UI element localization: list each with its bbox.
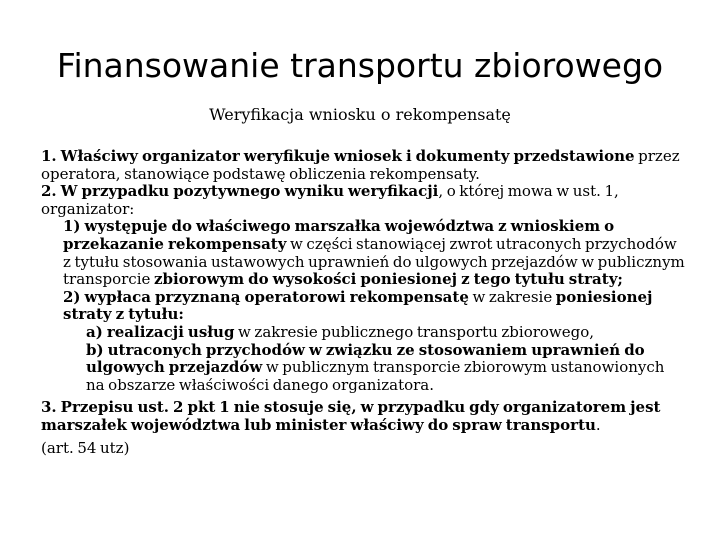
citation: (art. 54 utz) [41,438,130,457]
point-2-2-bold-end: poniesionej straty z tytułu: [63,287,653,324]
paragraph-1-bold: 1. Właściwy organizator weryfikuje wniosek i dokumenty przedstawione [41,147,635,165]
point-2-2-a [41,324,686,342]
paragraph-3-text: . [595,415,601,434]
point-2-2-bold: 2) wypłaca przyznaną operatorowi rekompensatę [63,287,469,306]
paragraph-1 [41,148,686,183]
slide-title: Finansowanie transportu zbiorowego [56,46,664,85]
paragraph-3 [41,399,686,434]
point-2-2-b-bold: b) utraconych przychodów w związku ze stosowaniem uprawnień do ulgowych przejazdów [86,340,645,377]
point-2-1 [41,218,686,288]
point-2-2-b-text: w publicznym transporcie zbiorowym ustanowionych na obszarze właściwości danego organizatora. [86,358,665,394]
point-2-2-a-bold: a) realizacji usług [86,322,235,341]
point-2-1-bold-end: zbiorowym do wysokości poniesionej z tego tytułu straty; [153,270,623,289]
point-2-2-b [41,342,686,395]
paragraph-1-text: przez operatora, stanowiące podstawę obliczenia rekompensaty. [41,147,680,183]
point-2-1-bold: 1) występuje do właściwego marszałka województwa z wnioskiem o przekazanie rekompensaty [63,217,615,253]
point-2-1-text: w części stanowiącej zwrot utraconych przychodów z tytułu stosowania ustawowych uprawnień do ulgowych przejazdów w publicznym transporcie [63,234,685,289]
paragraph-2-bold: 2. W przypadku pozytywnego wyniku weryfikacji [41,182,439,201]
point-2-2-a-text: w zakresie publicznego transportu zbiorowego, [234,322,595,341]
slide-body [41,148,686,457]
paragraph-3-bold: 3. Przepisu ust. 2 pkt 1 nie stosuje się, w przypadku gdy organizatorem jest marszałek województwa lub minister właściwy do spraw transportu [41,398,661,434]
point-2-2-text: w zakresie [468,287,556,306]
slide-subtitle: Weryfikacja wniosku o rekompensatę [209,105,511,124]
point-2-2 [41,289,686,324]
paragraph-2 [41,183,686,218]
paragraph-2-text: , o której mowa w ust. 1, organizator: [41,182,619,218]
